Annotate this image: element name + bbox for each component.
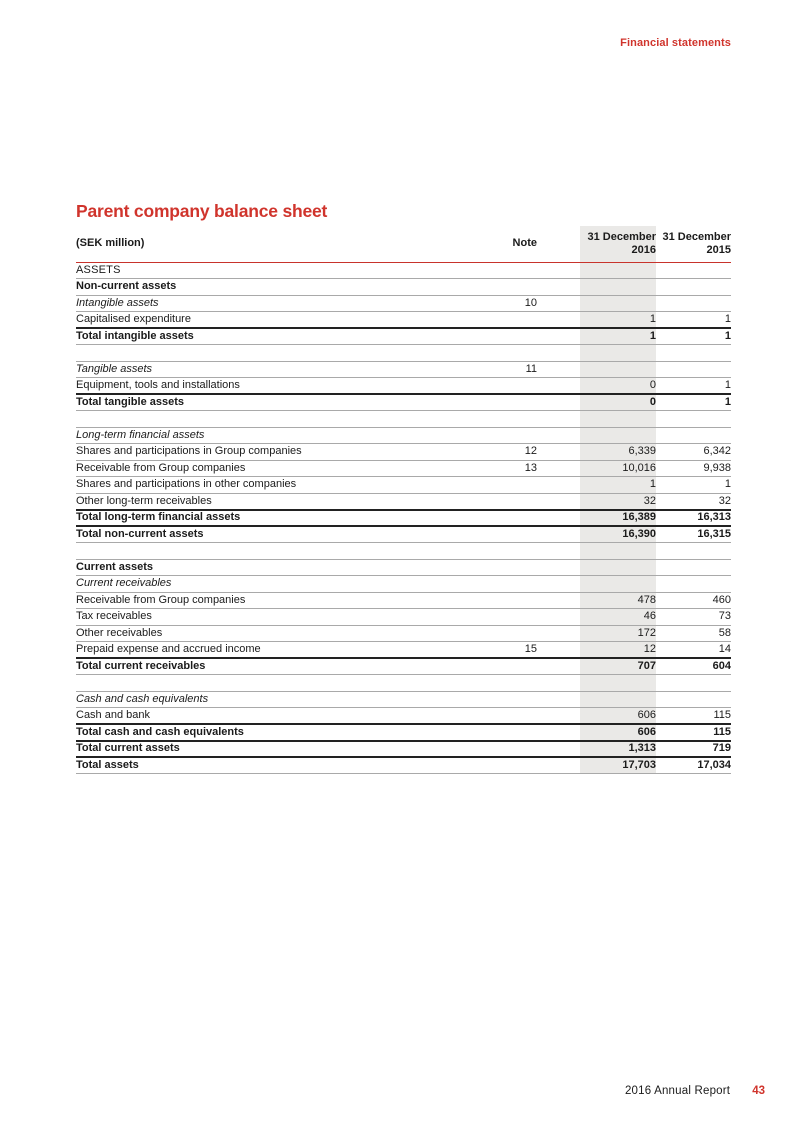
gap-cell	[537, 691, 580, 708]
row-label-cell: Receivable from Group companies	[76, 593, 246, 606]
gap-cell	[537, 477, 580, 494]
note-cell	[460, 625, 537, 642]
table-row	[76, 691, 731, 708]
value-2016-cell	[580, 576, 656, 593]
note-cell	[460, 493, 537, 510]
gap-cell	[537, 592, 580, 609]
table-header-row	[76, 226, 731, 262]
gap-cell	[537, 394, 580, 411]
value-2015-cell: 17,034	[697, 759, 731, 771]
note-cell	[460, 279, 537, 296]
gap-cell	[537, 675, 580, 692]
row-label-cell: Long-term financial assets	[76, 428, 205, 441]
row-label-cell	[76, 675, 460, 692]
gap-cell	[537, 559, 580, 576]
value-2016-cell: 0	[580, 394, 656, 411]
note-cell: 10	[524, 296, 537, 309]
row-label-cell: Current receivables	[76, 577, 172, 590]
note-cell	[460, 543, 537, 560]
row-label-cell: Total current assets	[76, 742, 180, 755]
value-2016-cell: 1	[580, 312, 656, 329]
table-row	[76, 559, 731, 576]
table-row	[76, 642, 731, 659]
table-row	[76, 609, 731, 626]
note-cell	[460, 592, 537, 609]
value-2016-cell: 1	[580, 477, 656, 494]
table-row	[76, 427, 731, 444]
row-label-cell: Total long-term financial assets	[76, 511, 241, 524]
gap-cell	[537, 361, 580, 378]
table-row	[76, 757, 731, 774]
value-2015-cell: 719	[712, 742, 731, 755]
gap-cell	[537, 543, 580, 560]
page-footer	[625, 1085, 765, 1097]
row-label-cell: Tangible assets	[76, 362, 153, 375]
value-2016-cell: 16,390	[580, 526, 656, 543]
row-label-cell: ASSETS	[76, 263, 121, 276]
row-label-cell	[76, 411, 460, 428]
gap-cell	[537, 526, 580, 543]
value-2016-cell: 707	[580, 658, 656, 675]
value-2016-cell: 6,339	[580, 444, 656, 461]
value-2015-cell: 604	[712, 660, 731, 672]
value-2015-cell: 9,938	[703, 461, 731, 474]
value-2016-cell	[580, 411, 656, 428]
value-2015-cell	[656, 675, 731, 692]
row-label-cell: Other receivables	[76, 626, 163, 639]
note-cell	[460, 345, 537, 362]
value-2015-cell: 1	[724, 313, 731, 325]
row-label-cell: Tax receivables	[76, 610, 152, 623]
page-number: 43	[752, 1085, 765, 1097]
note-cell	[460, 559, 537, 576]
row-label-cell: Shares and participations in Group companies	[76, 445, 302, 458]
value-2016-cell: 0	[580, 378, 656, 395]
balance-sheet-table	[76, 226, 731, 774]
value-2016-cell: 1	[580, 328, 656, 345]
value-2015-cell	[656, 295, 731, 312]
row-label-cell	[76, 345, 460, 362]
table-row	[76, 460, 731, 477]
gap-cell	[537, 625, 580, 642]
value-2016-cell	[580, 559, 656, 576]
value-2015-cell: 14	[718, 643, 731, 655]
value-2015-cell: 58	[718, 626, 731, 639]
note-cell	[460, 510, 537, 527]
gap-cell	[537, 345, 580, 362]
spacer-row	[76, 543, 731, 560]
table-row	[76, 378, 731, 395]
value-2016-cell: 32	[580, 493, 656, 510]
value-2015-cell: 1	[724, 379, 731, 391]
note-cell	[460, 741, 537, 758]
value-2015-cell	[656, 576, 731, 593]
gap-cell	[537, 510, 580, 527]
note-cell: 15	[524, 643, 537, 655]
table-row	[76, 724, 731, 741]
row-label-cell: Receivable from Group companies	[76, 461, 246, 474]
gap-cell	[537, 411, 580, 428]
table-row	[76, 741, 731, 758]
gap-cell	[537, 262, 580, 279]
table-row	[76, 279, 731, 296]
note-cell	[460, 708, 537, 725]
row-label-cell: Total tangible assets	[76, 396, 184, 408]
gap-cell	[537, 378, 580, 395]
value-2016-cell: 12	[580, 642, 656, 659]
value-2016-cell: 606	[580, 724, 656, 741]
gap-cell	[537, 444, 580, 461]
gap-cell	[537, 609, 580, 626]
row-label-cell: Shares and participations in other companies	[76, 478, 297, 491]
value-2016-cell	[580, 675, 656, 692]
table-row	[76, 328, 731, 345]
row-label-cell: Total intangible assets	[76, 330, 194, 342]
header-gap-cell	[537, 226, 580, 262]
column-header-2016-line2: 2016	[631, 243, 656, 256]
value-2015-cell: 1	[724, 330, 731, 342]
column-header-note: Note	[512, 237, 537, 250]
value-2016-cell: 17,703	[580, 757, 656, 774]
value-2015-cell	[656, 279, 731, 296]
gap-cell	[537, 279, 580, 296]
row-label-cell: Non-current assets	[76, 280, 177, 293]
value-2015-cell	[656, 411, 731, 428]
value-2015-cell	[656, 262, 731, 279]
table-row	[76, 658, 731, 675]
note-cell: 12	[524, 445, 537, 458]
gap-cell	[537, 460, 580, 477]
value-2015-cell: 73	[718, 610, 731, 623]
value-2015-cell	[656, 361, 731, 378]
spacer-row	[76, 345, 731, 362]
table-row	[76, 510, 731, 527]
table-row	[76, 708, 731, 725]
table-row	[76, 493, 731, 510]
note-cell	[460, 724, 537, 741]
value-2015-cell	[656, 691, 731, 708]
column-header-2016-line1: 31 December	[587, 230, 656, 243]
column-header-2016	[580, 226, 656, 262]
note-cell	[460, 477, 537, 494]
value-2015-cell: 16,315	[697, 528, 731, 540]
row-label-cell: Current assets	[76, 560, 154, 573]
table-row	[76, 576, 731, 593]
value-2016-cell: 10,016	[580, 460, 656, 477]
table-row	[76, 526, 731, 543]
note-cell	[460, 312, 537, 329]
column-header-2015	[656, 226, 731, 262]
page-title: Parent company balance sheet	[76, 201, 328, 221]
row-label-cell: Prepaid expense and accrued income	[76, 643, 261, 655]
note-cell	[460, 427, 537, 444]
value-2015-cell: 32	[718, 494, 731, 507]
row-label-cell: Other long-term receivables	[76, 494, 212, 507]
value-2016-cell: 172	[580, 625, 656, 642]
gap-cell	[537, 576, 580, 593]
value-2015-cell: 6,342	[703, 445, 731, 458]
balance-sheet-body	[76, 262, 731, 774]
gap-cell	[537, 708, 580, 725]
row-label-cell: Total cash and cash equivalents	[76, 725, 244, 738]
value-2016-cell: 46	[580, 609, 656, 626]
value-2015-cell	[656, 345, 731, 362]
value-2016-cell: 606	[580, 708, 656, 725]
column-header-2015-line2: 2015	[706, 243, 731, 256]
row-label-cell: Total current receivables	[76, 660, 206, 672]
gap-cell	[537, 493, 580, 510]
value-2016-cell	[580, 279, 656, 296]
note-cell	[460, 411, 537, 428]
note-cell	[460, 609, 537, 626]
value-2016-cell	[580, 691, 656, 708]
value-2015-cell: 115	[713, 725, 731, 738]
row-label-cell	[76, 543, 460, 560]
column-header-2015-line1: 31 December	[662, 230, 731, 243]
table-row	[76, 394, 731, 411]
row-label-cell: Intangible assets	[76, 296, 159, 309]
spacer-row	[76, 411, 731, 428]
note-cell	[460, 378, 537, 395]
value-2016-cell: 478	[580, 592, 656, 609]
row-label-cell: Total non-current assets	[76, 528, 204, 540]
value-2016-cell	[580, 427, 656, 444]
report-name: 2016 Annual Report	[624, 1085, 731, 1097]
column-header-sek-million: (SEK million)	[76, 237, 145, 250]
table-row	[76, 592, 731, 609]
gap-cell	[537, 295, 580, 312]
gap-cell	[537, 724, 580, 741]
note-cell	[460, 691, 537, 708]
value-2015-cell	[656, 559, 731, 576]
gap-cell	[537, 757, 580, 774]
table-row	[76, 477, 731, 494]
value-2015-cell	[656, 427, 731, 444]
note-cell	[460, 526, 537, 543]
table-row	[76, 361, 731, 378]
note-cell: 11	[525, 362, 537, 375]
gap-cell	[537, 427, 580, 444]
table-row	[76, 262, 731, 279]
gap-cell	[537, 328, 580, 345]
note-cell	[460, 394, 537, 411]
value-2015-cell	[656, 543, 731, 560]
value-2016-cell	[580, 295, 656, 312]
table-row	[76, 295, 731, 312]
row-label-cell: Cash and cash equivalents	[76, 692, 209, 705]
value-2016-cell	[580, 543, 656, 560]
note-cell	[460, 328, 537, 345]
spacer-row	[76, 675, 731, 692]
note-cell: 13	[524, 461, 537, 474]
value-2016-cell	[580, 361, 656, 378]
value-2015-cell: 16,313	[697, 511, 731, 524]
row-label-cell: Capitalised expenditure	[76, 313, 191, 325]
gap-cell	[537, 741, 580, 758]
value-2016-cell: 16,389	[580, 510, 656, 527]
table-row	[76, 444, 731, 461]
gap-cell	[537, 658, 580, 675]
row-label-cell: Total assets	[76, 759, 139, 771]
value-2015-cell: 1	[724, 396, 731, 408]
note-cell	[460, 262, 537, 279]
note-cell	[460, 658, 537, 675]
gap-cell	[537, 312, 580, 329]
section-header-label: Financial statements	[620, 37, 731, 49]
note-cell	[460, 576, 537, 593]
row-label-cell: Equipment, tools and installations	[76, 379, 240, 391]
value-2016-cell	[580, 345, 656, 362]
value-2016-cell	[580, 262, 656, 279]
table-row	[76, 312, 731, 329]
value-2015-cell: 460	[712, 593, 731, 606]
value-2015-cell: 115	[713, 709, 731, 721]
note-cell	[460, 757, 537, 774]
row-label-cell: Cash and bank	[76, 709, 150, 721]
value-2016-cell: 1,313	[580, 741, 656, 758]
gap-cell	[537, 642, 580, 659]
table-row	[76, 625, 731, 642]
value-2015-cell: 1	[724, 478, 731, 491]
note-cell	[460, 675, 537, 692]
